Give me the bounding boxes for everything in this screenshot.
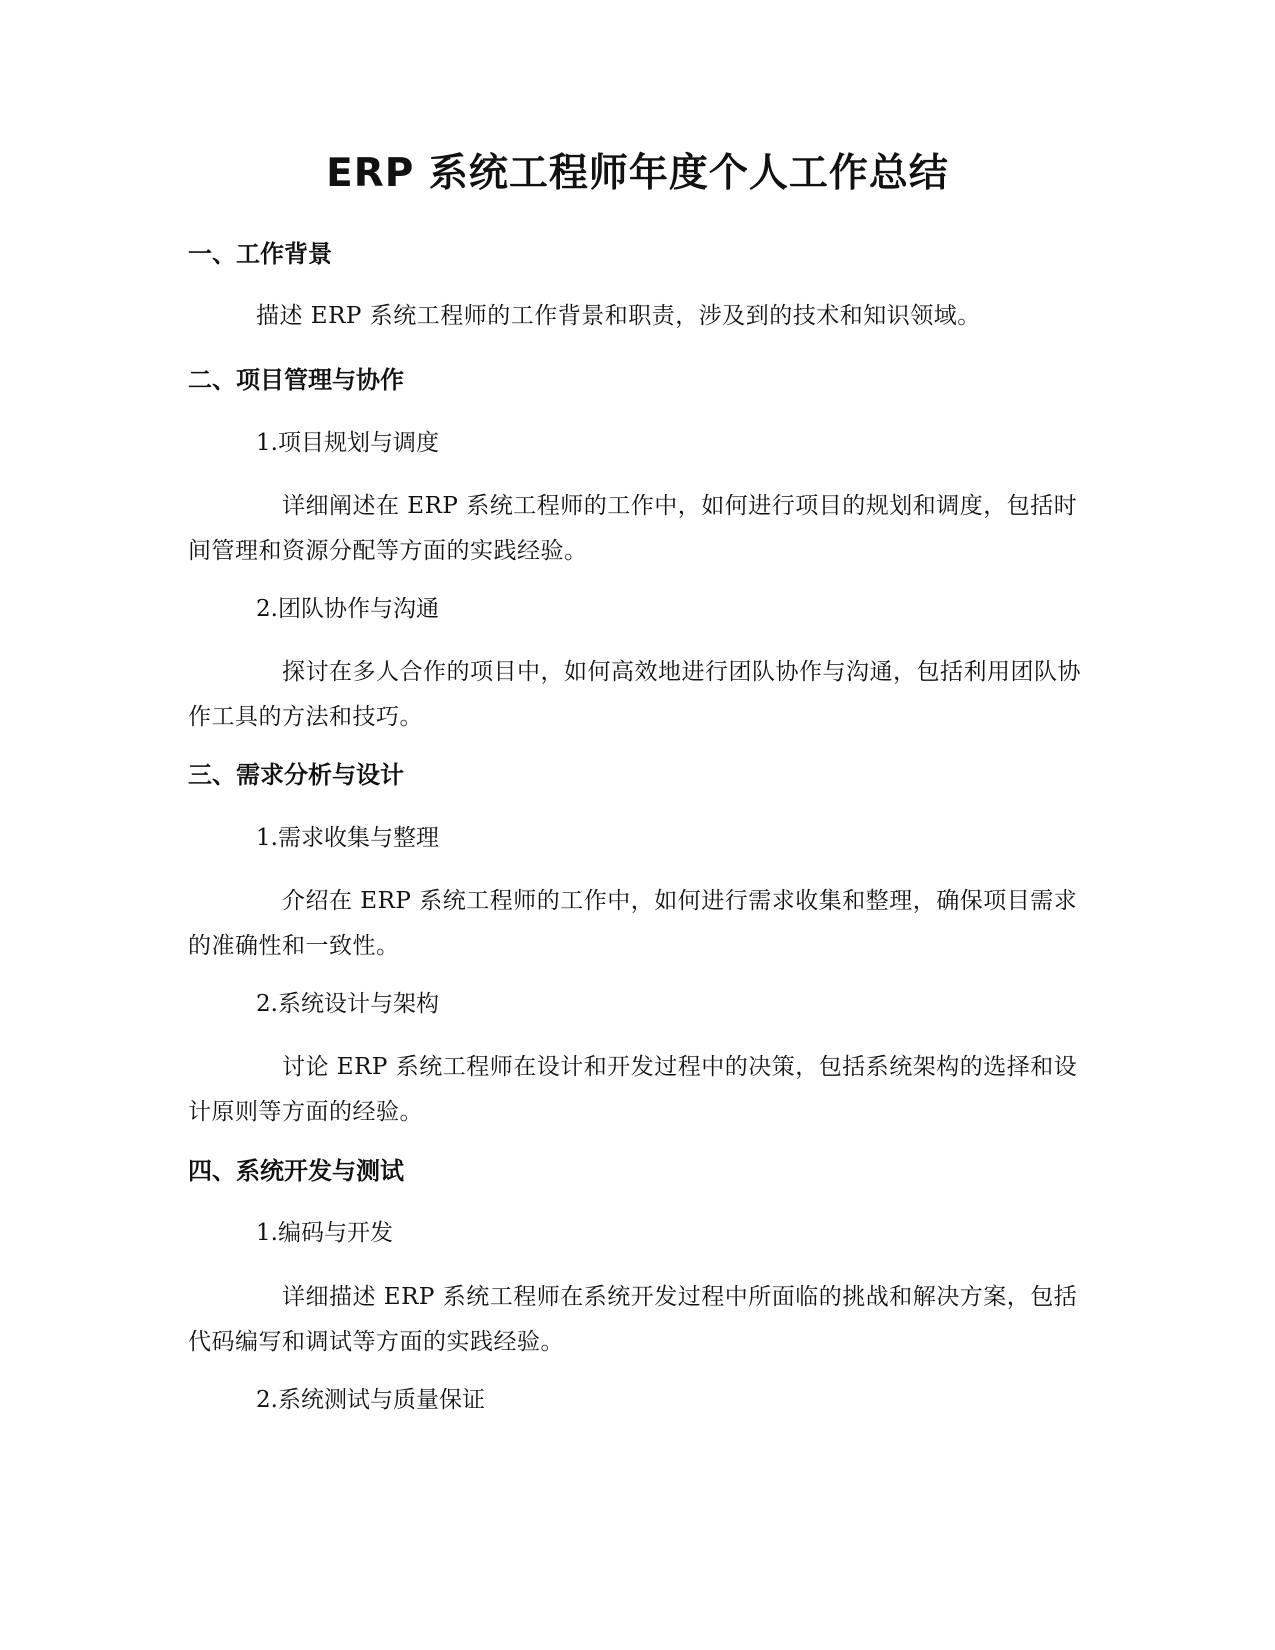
- section-heading-requirements: 三、需求分析与设计: [188, 761, 404, 789]
- section-heading-development-testing: 四、系统开发与测试: [188, 1157, 404, 1185]
- paragraph-system-design: 讨论 ERP 系统工程师在设计和开发过程中的决策，包括系统架构的选择和设计原则等方面的经验。: [188, 1054, 1078, 1125]
- paragraph-project-planning: 详细阐述在 ERP 系统工程师的工作中，如何进行项目的规划和调度，包括时间管理和资源分配等方面的实践经验。: [188, 493, 1078, 564]
- subsection-title-testing-qa: 2.系统测试与质量保证: [256, 1387, 485, 1413]
- subsection-title-project-planning: 1.项目规划与调度: [256, 430, 439, 456]
- section-background-paragraph: 描述 ERP 系统工程师的工作背景和职责，涉及到的技术和知识领域。: [256, 303, 981, 329]
- section-heading-project-management: 二、项目管理与协作: [188, 366, 404, 394]
- paragraph-requirements-gathering: 介绍在 ERP 系统工程师的工作中，如何进行需求收集和整理，确保项目需求的准确性和一致性。: [188, 888, 1078, 959]
- subsection-title-team-collaboration: 2.团队协作与沟通: [256, 596, 439, 622]
- paragraph-team-collaboration: 探讨在多人合作的项目中，如何高效地进行团队协作与沟通，包括利用团队协作工具的方法和技巧。: [188, 659, 1081, 730]
- subsection-title-coding: 1.编码与开发: [256, 1220, 393, 1246]
- subsection-title-requirements-gathering: 1.需求收集与整理: [256, 825, 439, 851]
- subsection-title-system-design: 2.系统设计与架构: [256, 991, 439, 1017]
- section-heading-background: 一、工作背景: [188, 240, 332, 268]
- document-title: ERP 系统工程师年度个人工作总结: [326, 151, 949, 196]
- paragraph-coding: 详细描述 ERP 系统工程师在系统开发过程中所面临的挑战和解决方案，包括代码编写和调试等方面的实践经验。: [188, 1284, 1078, 1355]
